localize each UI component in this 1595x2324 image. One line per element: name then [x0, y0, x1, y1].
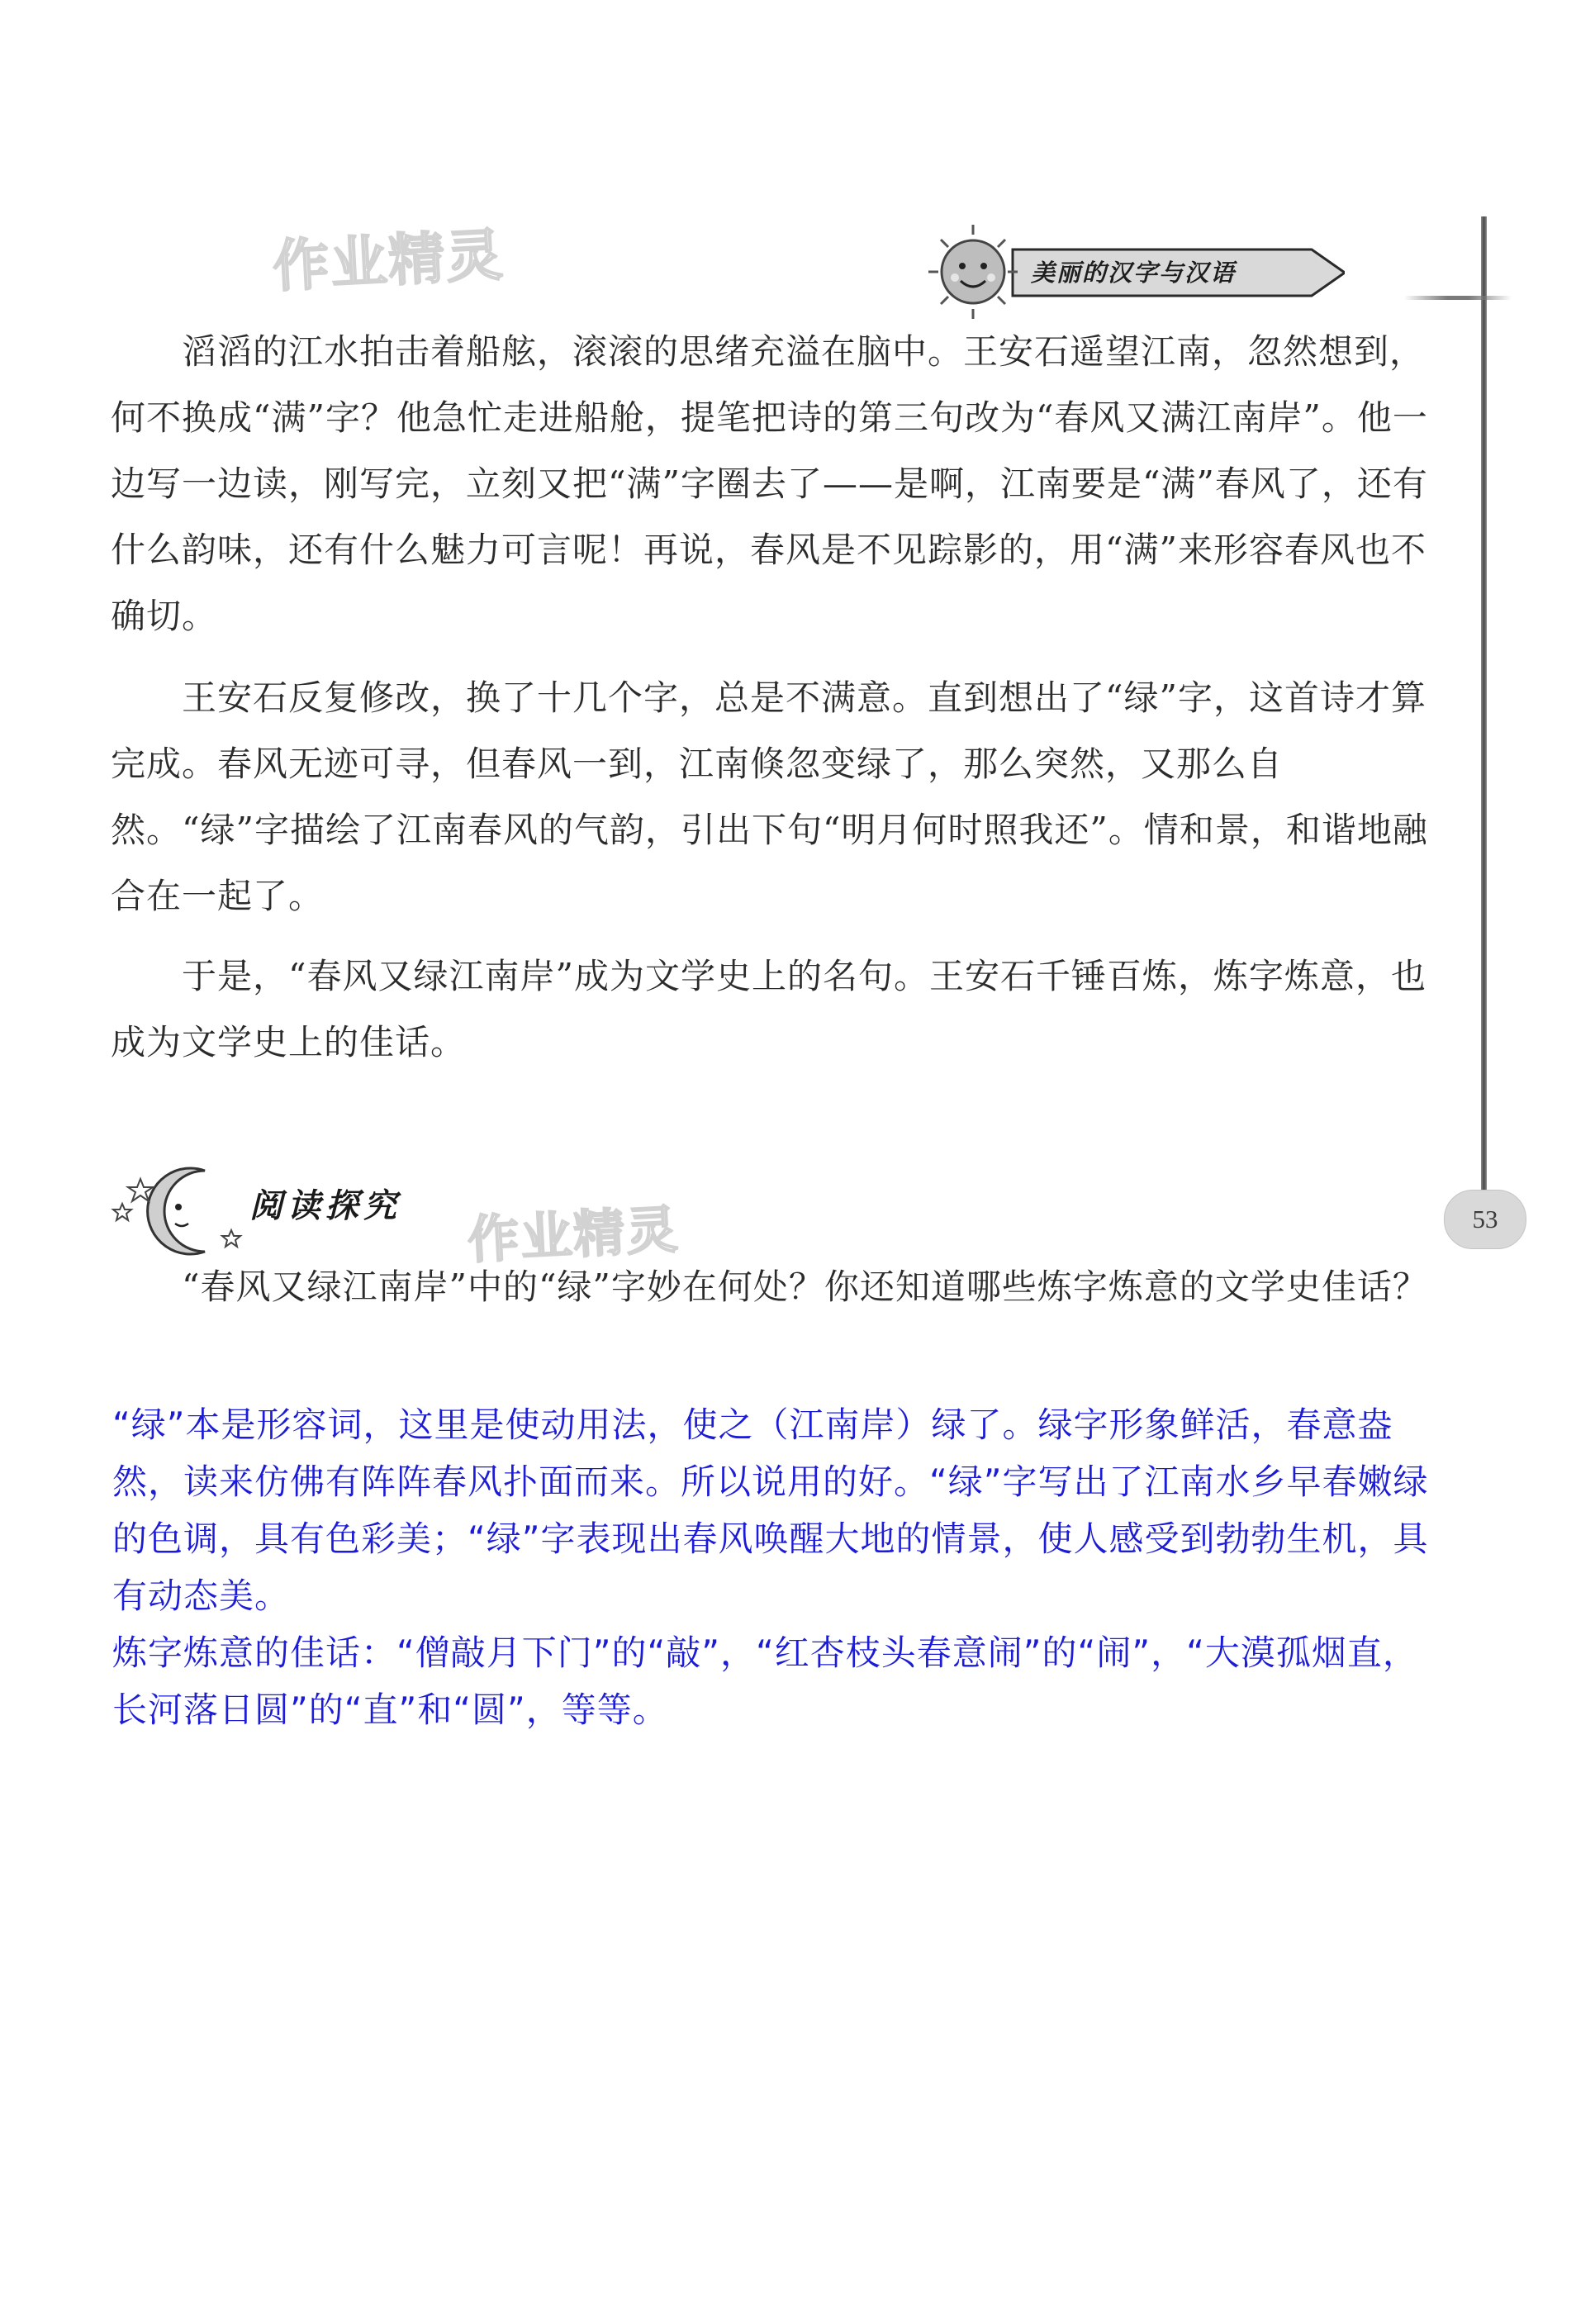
article-paragraph: 滔滔的江水拍击着船舷，滚滚的思绪充溢在脑中。王安石遥望江南，忽然想到，何不换成“满”字？他急忙走进船舱，提笔把诗的第三句改为“春风又满江南岸”。他一边写一边读，刚写完，立刻又把“满”字圈去了——是啊，江南要是“满”春风了，还有什么韵味，还有什么魅力可言呢！再说，春风是不见踪影的，用“满”来形容春风也不确切。: [111, 331, 1428, 636]
margin-rule-cross: [1404, 296, 1512, 300]
article-paragraph: 王安石反复修改，换了十几个字，总是不满意。直到想出了“绿”字，这首诗才算完成。春风无迹可寻，但春风一到，江南倏忽变绿了，那么突然，又那么自然。“绿”字描绘了江南春风的气韵，引出下句“明月何时照我还”。情和景，和谐地融合在一起了。: [111, 677, 1428, 916]
article-paragraph: 于是，“春风又绿江南岸”成为文学史上的名句。王安石千锤百炼，炼字炼意，也成为文学史上的佳话。: [111, 956, 1426, 1062]
header-title: 美丽的汉字与汉语: [1031, 259, 1237, 287]
section-title: 阅读探究: [249, 1187, 401, 1225]
page-number: 53: [1472, 1205, 1498, 1233]
question-text: “春风又绿江南岸”中的“绿”字妙在何处？你还知道哪些炼字炼意的文学史佳话？: [182, 1267, 1428, 1307]
moon-stars-icon: [107, 1154, 248, 1262]
answer-text: “绿”本是形容词，这里是使动用法，使之（江南岸）绿了。绿字形象鲜活，春意盎然，读来仿佛有阵阵春风扑面而来。所以说用的好。“绿”字写出了江南水乡早春嫩绿的色调，具有色彩美；“绿”字表现出春风唤醒大地的情景，使人感受到勃勃生机，具有动态美。: [112, 1404, 1429, 1616]
watermark: 作业精灵: [271, 222, 506, 301]
sun-face-icon: [928, 225, 1018, 319]
answer-text: 炼字炼意的佳话：“僧敲月下门”的“敲”，“红杏枝头春意闹”的“闹”，“大漠孤烟直，长河落日圆”的“直”和“圆”，等等。: [112, 1633, 1418, 1730]
margin-rule: [1481, 216, 1487, 1224]
watermark: 作业精灵: [466, 1199, 681, 1271]
page-number-badge: [1444, 1190, 1526, 1249]
